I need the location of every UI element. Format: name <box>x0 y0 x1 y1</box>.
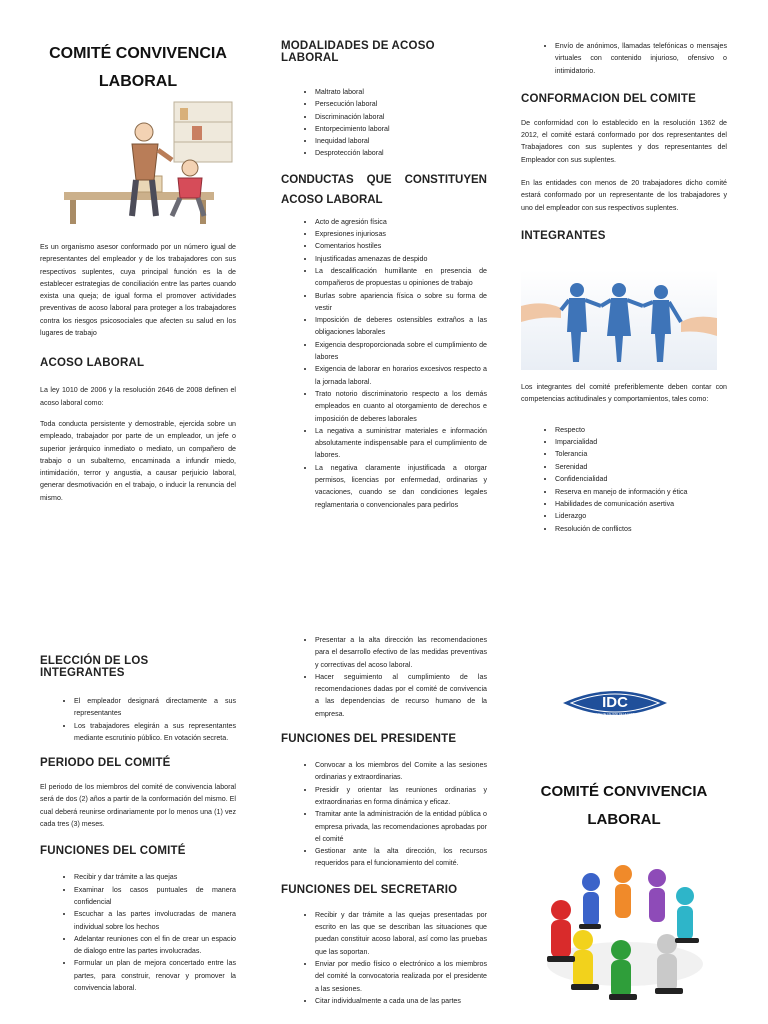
conductas-list-continued <box>521 40 727 77</box>
list-item: • Desprotección laboral <box>315 147 487 159</box>
periodo-paragraph: El periodo de los miembros del comité de convivencia laboral será de dos (2) años a partir de la conformación del mismo. El cual deberá reunirse ordinariamente por lo menos una (1) vez cada tres (3) meses. <box>40 783 236 829</box>
secretario-heading: FUNCIONES DEL SECRETARIO <box>281 883 458 896</box>
list-item: • Gestionar ante la alta dirección, los recursos requeridos para el funcionamiento del comité. <box>315 845 487 870</box>
acoso-heading: ACOSO LABORAL <box>40 357 145 370</box>
funciones-heading: FUNCIONES DEL COMITÉ <box>40 845 186 858</box>
list-item: • Formular un plan de mejora concertado entre las partes, para construir, renovar y promover la convivencia laboral. <box>74 957 236 994</box>
panel-intro <box>40 40 236 96</box>
list-item: • Presidir y orientar las reuniones ordinarias y extraordinarias en forma dinámica y eficaz. <box>315 784 487 809</box>
eleccion-list <box>40 695 236 744</box>
conformacion-paragraph: De conformidad con lo establecido en la resolución 1362 de 2012, el comité estará conformado por dos representantes del Trabajadores con sus suplentes y dos representantes del Empleador con sus suplentes. <box>521 118 727 164</box>
list-item: • Respecto <box>555 424 727 436</box>
secretario-list <box>281 909 487 1007</box>
list-item: • Examinar los casos puntuales de manera confidencial <box>74 884 236 909</box>
list-item: • Acto de agresión física <box>315 216 487 228</box>
conformacion-paragraph-small: En las entidades con menos de 20 trabajadores dicho comité estará conformado por un representante de los trabajadores y uno del empleador con sus respectivos suplentes. <box>521 179 727 212</box>
list-item: • Tolerancia <box>555 448 727 460</box>
funciones-list-continued <box>281 634 487 720</box>
acoso-definition-intro: La ley 1010 de 2006 y la resolución 2646 de 2008 definen el acoso laboral como: <box>40 386 236 407</box>
list-item: • Recibir y dar trámite a las quejas <box>74 871 236 883</box>
list-item: • Burlas sobre apariencia física o sobre su forma de vestir <box>315 290 487 315</box>
panel-modalidades <box>281 40 487 511</box>
modalidades-heading: MODALIDADES DE ACOSO LABORAL <box>281 40 435 64</box>
idc-logo <box>561 683 669 723</box>
funciones-list <box>40 871 236 994</box>
conductas-heading: CONDUCTAS QUE CONSTITUYEN ACOSO LABORAL <box>281 173 487 206</box>
list-item: • La negativa claramente injustificada a otorgar permisos, licencias por enfermedad, ordinarias y vacaciones, cuando se dan condiciones legales reglamentaria o convencionales para pedirlos <box>315 462 487 511</box>
panel-cover <box>521 778 727 834</box>
list-item: • Reserva en manejo de información y ética <box>555 486 727 498</box>
list-item: • Citar individualmente a cada una de las partes <box>315 995 487 1007</box>
competencias-list <box>521 424 727 536</box>
list-item: • Exigencia de laborar en horarios excesivos respecto a la jornada laboral. <box>315 363 487 388</box>
periodo-heading: PERIODO DEL COMITÉ <box>40 757 171 770</box>
list-item: • Persecución laboral <box>315 98 487 110</box>
list-item: • Expresiones injuriosas <box>315 228 487 240</box>
office-conflict-illustration <box>40 96 236 228</box>
brochure-title: COMITÉ CONVIVENCIA LABORAL <box>49 45 227 90</box>
list-item: • Comentarios hostiles <box>315 240 487 252</box>
list-item: • Presentar a la alta dirección las recomendaciones para el desarrollo efectivo de las medidas preventivas y correctivas del acoso laboral. <box>315 634 487 671</box>
cover-title: COMITÉ CONVIVENCIA LABORAL <box>540 783 708 828</box>
list-item: • Recibir y dar trámite a las quejas presentadas por escrito en las que se describan las situaciones que puedan constituir acoso laboral, así como las pruebas que las soportan. <box>315 909 487 958</box>
list-item: • Confidencialidad <box>555 473 727 485</box>
panel-eleccion <box>40 655 236 994</box>
list-item: • Discriminación laboral <box>315 111 487 123</box>
panel-intro-text <box>40 241 236 504</box>
list-item: • Resolución de conflictos <box>555 523 727 535</box>
list-item: • Habilidades de comunicación asertiva <box>555 498 727 510</box>
list-item: • Inequidad laboral <box>315 135 487 147</box>
presidente-heading: FUNCIONES DEL PRESIDENTE <box>281 733 457 746</box>
list-item: • Injustificadas amenazas de despido <box>315 253 487 265</box>
list-item: • El empleador designará directamente a sus representantes <box>74 695 236 720</box>
list-item: • Imposición de deberes ostensibles extraños a las obligaciones laborales <box>315 314 487 339</box>
list-item: • Exigencia desproporcionada sobre el cumplimiento de labores <box>315 339 487 364</box>
list-item: • Liderazgo <box>555 510 727 522</box>
logo-subtext: INGENIERIA DE CALIDAD DE LA COSTA S.A.S <box>587 713 643 716</box>
panel-presidente <box>281 634 487 1007</box>
list-item: • Envío de anónimos, llamadas telefónicas o mensajes virtuales con contenido injurioso, ofensivo o intimidatorio. <box>555 40 727 77</box>
panel-conformacion <box>521 40 727 242</box>
list-item: • Maltrato laboral <box>315 86 487 98</box>
logo-text: IDC <box>602 694 628 711</box>
conformacion-heading: CONFORMACION DEL COMITE <box>521 92 696 105</box>
list-item: • Entorpecimiento laboral <box>315 123 487 135</box>
intro-paragraph: Es un organismo asesor conformado por un número igual de representantes del empleador y de los trabajadores con sus respectivos suplentes, cuya principal función es la de establecer estrategias de conciliación entre las partes cuando exista una queja; de igual forma el promover actividades preventivas de acoso laboral para proteger a los trabajadores contra los riesgos psicosociales que afecten su salud en los lugares de trabajo <box>40 243 236 338</box>
list-item: • La negativa a suministrar materiales e información absolutamente indispensable para el cumplimiento de labores. <box>315 425 487 462</box>
list-item: • Adelantar reuniones con el fin de crear un espacio de dialogo entre las partes involucradas. <box>74 933 236 958</box>
list-item: • Hacer seguimiento al cumplimiento de las recomendaciones dadas por el comité de convivencia a las dependencias de recurso humano de la empresa. <box>315 671 487 720</box>
list-item: • Convocar a los miembros del Comite a las sesiones ordinarias y extraordinarias. <box>315 759 487 784</box>
list-item: • Enviar por medio físico o electrónico a los miembros del comité la convocatoria realizada por el presidente a las sesiones. <box>315 958 487 995</box>
integrantes-heading: INTEGRANTES <box>521 229 606 242</box>
conductas-list <box>281 216 487 511</box>
list-item: • Los trabajadores elegirán a sus representantes mediante escrutinio público. En votación secreta. <box>74 720 236 745</box>
list-item: • Trato notorio discriminatorio respecto a los demás empleados en cuanto al otorgamiento de derechos e imposición de deberes laborales <box>315 388 487 425</box>
modalidades-list <box>281 86 487 160</box>
integrantes-paragraph: Los integrantes del comité preferiblemente deben contar con competencias actitudinales y comportamientos, tales como: <box>521 383 727 404</box>
list-item: • La descalificación humillante en presencia de compañeros de propuestas u opiniones de trabajo <box>315 265 487 290</box>
meeting-circle-illustration <box>535 856 715 1006</box>
list-item: • Imparcialidad <box>555 436 727 448</box>
panel-integrantes <box>521 381 727 535</box>
list-item: • Serenidad <box>555 461 727 473</box>
team-hands-illustration <box>521 270 717 370</box>
list-item: • Escuchar a las partes involucradas de manera individual sobre los hechos <box>74 908 236 933</box>
acoso-definition: Toda conducta persistente y demostrable, ejercida sobre un empleado, trabajador por parte de un empleador, un jefe o superior jerárquico inmediato o mediato, un compañero de trabajo o un subalterno, encaminada a infundir miedo, intimidación, terror y angustia, a causar perjuicio laboral, generar desmotivación en el trabajo, o inducir la renuncia del mismo. <box>40 419 236 502</box>
presidente-list <box>281 759 487 870</box>
list-item: • Tramitar ante la administración de la entidad pública o empresa privada, las recomendaciones aprobadas por el comité <box>315 808 487 845</box>
eleccion-heading: ELECCIÓN DE LOS INTEGRANTES <box>40 655 149 679</box>
